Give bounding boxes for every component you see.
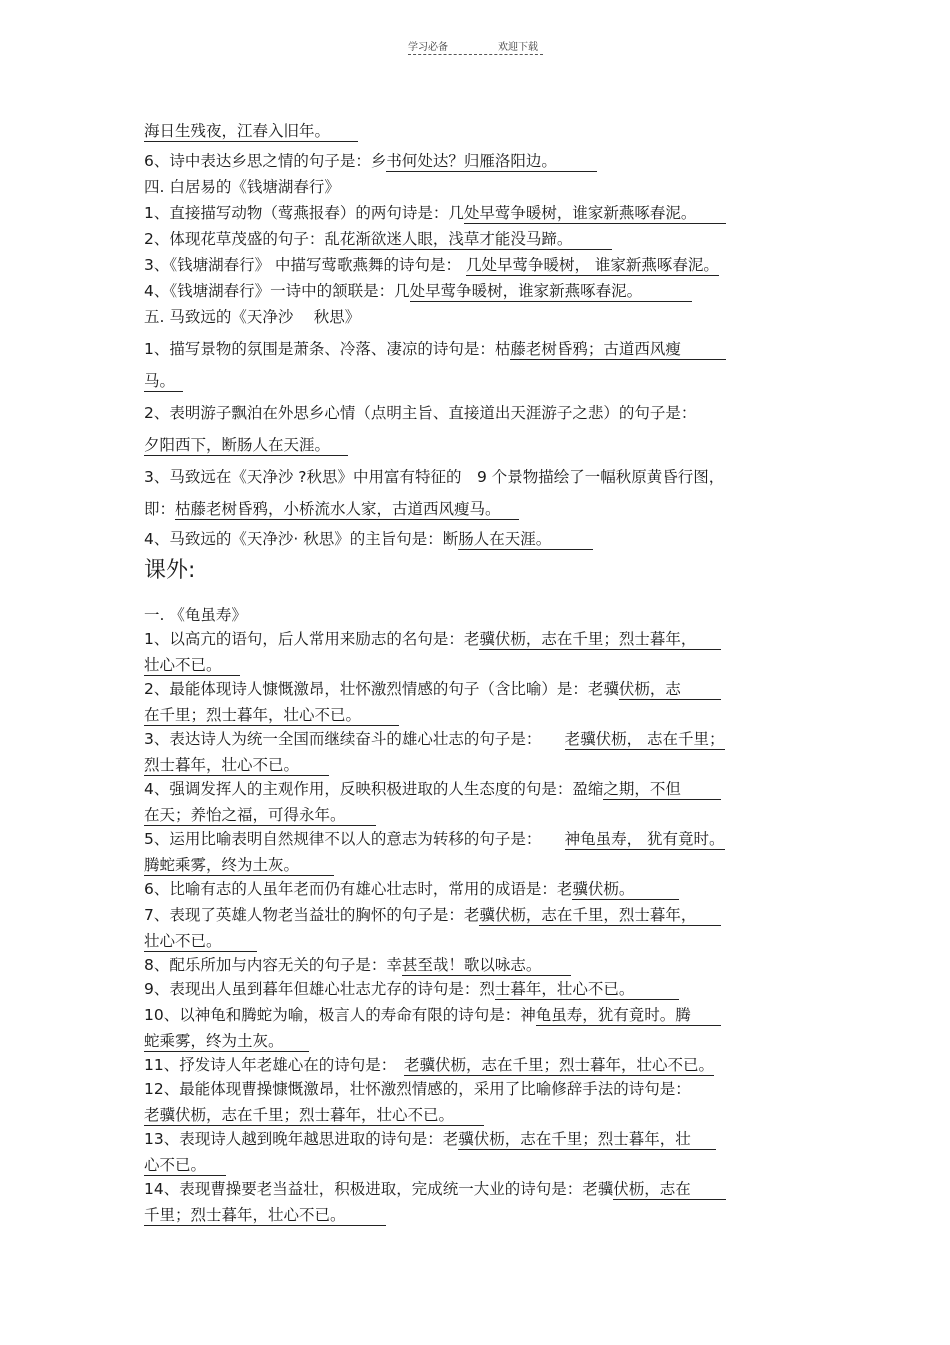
text-line (144, 120, 358, 142)
question-text: 四. 白居易的《钱塘湖春行》 (144, 178, 340, 196)
text-line (144, 654, 240, 676)
text-line (144, 1178, 726, 1200)
answer-underlined: 枯藤老树昏鸦，小桥流水人家，古道西风瘦马。 (175, 500, 519, 520)
text-line (144, 370, 183, 392)
answer-underlined: 心不已。 (144, 1156, 226, 1176)
answer-underlined: 老骥伏枥， 志在千里； (564, 730, 725, 748)
header-divider (408, 54, 543, 55)
text-line (144, 1030, 309, 1052)
question-text: 7、表现了英雄人物老当益壮的胸怀的句子是：老 (144, 906, 480, 924)
answer-underlined: 马。 (144, 372, 183, 392)
question-text: 4、强调发挥人的主观作用，反映积极进取的人生态度的句是：盈缩 (144, 780, 604, 798)
answer-underlined: 几处早莺争暖树， 谁家新燕啄春泥。 (465, 256, 719, 274)
text-line (144, 828, 725, 850)
answer-underlined: 藤老树昏鸦；古道西风瘦 (510, 340, 726, 360)
text-line (144, 1004, 721, 1026)
answer-underlined: 甚至哉！歌以咏志。 (402, 956, 572, 976)
text-line (144, 1054, 714, 1076)
question-text: 1、直接描写动物（莺燕报春）的两句诗是：几 (144, 204, 464, 222)
question-text: 2、最能体现诗人慷慨激昂，壮怀激烈情感的句子（含比喻）是：老骥 (144, 680, 619, 698)
question-text: 3、表达诗人为统一全国而继续奋斗的雄心壮志的句子是： (144, 730, 565, 748)
question-text: 1、描写景物的氛围是萧条、冷落、凄凉的诗句是：枯 (144, 340, 511, 358)
text-line (144, 728, 725, 750)
text-line (144, 1104, 484, 1126)
text-line (144, 434, 348, 456)
question-text: 即： (144, 500, 176, 518)
text-line (144, 704, 399, 726)
answer-underlined: 蛇乘雾，终为土灰。 (144, 1032, 309, 1052)
text-line (144, 202, 726, 224)
question-text: 13、表现诗人越到晚年越思进取的诗句是：老 (144, 1130, 459, 1148)
text-line (144, 176, 340, 198)
answer-underlined: 腾蛇乘雾，终为土灰。 (144, 856, 334, 876)
question-text: 2、表明游子飘泊在外思乡心情（点明主旨、直接道出天涯游子之悲）的句子是： (144, 404, 697, 422)
question-text: 3、《钱塘湖春行》 中描写莺歌燕舞的诗句是： (144, 256, 466, 274)
text-line (144, 498, 519, 520)
text-line (144, 804, 376, 826)
text-line (144, 1154, 226, 1176)
question-text: 4、《钱塘湖春行》一诗中的颔联是：几 (144, 282, 410, 300)
answer-underlined: 伏枥，志 (619, 680, 721, 700)
answer-underlined: 壮心不已。 (144, 932, 257, 952)
text-line (144, 528, 593, 550)
question-text: 一. 《龟虽寿》 (144, 606, 247, 624)
text-line (144, 254, 719, 276)
question-text: 4、马致远的《天净沙· 秋思》的主旨句是：断 (144, 530, 459, 548)
answer-underlined: 处早莺争暖树，谁家新燕啄春泥。 (464, 204, 727, 224)
text-line (144, 978, 679, 1000)
text-line (144, 628, 721, 650)
question-text: 3、马致远在《天净沙 ?秋思》中用富有特征的 9 个景物描绘了一幅秋原黄昏行图， (144, 468, 725, 486)
text-line (144, 778, 721, 800)
text-line (144, 280, 692, 302)
text-line (144, 1078, 691, 1100)
answer-underlined: 骥伏枥，志在千里；烈士暮年， (479, 630, 721, 650)
text-line (144, 854, 334, 876)
question-text: 8、配乐所加与内容无关的句子是：幸 (144, 956, 402, 974)
answer-underlined: 士暮年，壮心不已。 (495, 980, 680, 1000)
section-title: 课外: (144, 558, 196, 583)
answer-underlined: 处早莺争暖树，谁家新燕啄春泥。 (410, 282, 693, 302)
answer-underlined: 在天；养怡之福，可得永年。 (144, 806, 376, 826)
answer-underlined: 神龟虽寿， 犹有竟时。 (564, 830, 725, 848)
answer-underlined: 骥伏枥，志在千里；烈士暮年，壮 (458, 1130, 716, 1150)
text-line (144, 228, 612, 250)
text-line (144, 930, 257, 952)
answer-underlined: 老骥伏枥，志在千里；烈士暮年，壮心不已。 (144, 1106, 484, 1126)
question-text: 6、诗中表达乡思之情的句子是：乡 (144, 152, 387, 170)
question-text: 1、以高亢的语句，后人常用来励志的名句是：老 (144, 630, 480, 648)
answer-underlined: 骥伏枥。 (572, 880, 679, 900)
question-text: 9、表现出人虽到暮年但雄心壮志尤存的诗句是：烈 (144, 980, 495, 998)
text-line (144, 338, 726, 360)
text-line (144, 1128, 716, 1150)
answer-underlined: 龟虽寿，犹有竟时。腾 (536, 1006, 721, 1026)
text-line (144, 904, 721, 926)
answer-underlined: 花渐欲迷人眼，浅草才能没马蹄。 (340, 230, 613, 250)
answer-underlined: 千里；烈士暮年，壮心不已。 (144, 1206, 386, 1226)
text-line (144, 1204, 386, 1226)
text-line (144, 466, 724, 488)
text-line (144, 402, 696, 424)
text-line (144, 306, 360, 328)
question-text: 6、比喻有志的人虽年老而仍有雄心壮志时，常用的成语是：老 (144, 880, 573, 898)
answer-underlined: 肠人在天涯。 (458, 530, 593, 550)
text-line (144, 954, 571, 976)
text-line (144, 604, 247, 626)
answer-underlined: 夕阳西下，断肠人在天涯。 (144, 436, 348, 456)
question-text: 11、抒发诗人年老雄心在的诗句是： (144, 1056, 404, 1074)
question-text: 2、体现花草茂盛的句子：乱 (144, 230, 340, 248)
text-line (144, 150, 597, 172)
text-line (144, 754, 329, 776)
answer-underlined: 海日生残夜，江春入旧年。 (144, 122, 358, 142)
question-text: 5、运用比喻表明自然规律不以人的意志为转移的句子是： (144, 830, 565, 848)
text-line (144, 678, 721, 700)
answer-underlined: 在千里；烈士暮年，壮心不已。 (144, 706, 399, 726)
header-right-text: 欢迎下载 (498, 42, 538, 53)
answer-underlined: 老骥伏枥，志在千里；烈士暮年，壮心不已。 (403, 1056, 714, 1074)
question-text: 12、最能体现曹操慷慨激昂，壮怀激烈情感的，采用了比喻修辞手法的诗句是： (144, 1080, 691, 1098)
text-line (144, 878, 679, 900)
question-text: 五. 马致远的《天净沙 秋思》 (144, 308, 361, 326)
header-left-text: 学习必备 (408, 42, 448, 53)
question-text: 14、表现曹操要老当益壮，积极进取，完成统一大业的诗句是：老骥 (144, 1180, 614, 1198)
answer-underlined: 壮心不已。 (144, 656, 240, 676)
answer-underlined: 之期，不但 (603, 780, 721, 800)
question-text: 10、以神龟和腾蛇为喻，极言人的寿命有限的诗句是：神 (144, 1006, 536, 1024)
answer-underlined: 书何处达？归雁洛阳边。 (386, 152, 597, 172)
answer-underlined: 烈士暮年，壮心不已。 (144, 756, 329, 776)
answer-underlined: 骥伏枥，志在千里，烈士暮年， (479, 906, 721, 926)
answer-underlined: 伏枥，志在 (613, 1180, 726, 1200)
